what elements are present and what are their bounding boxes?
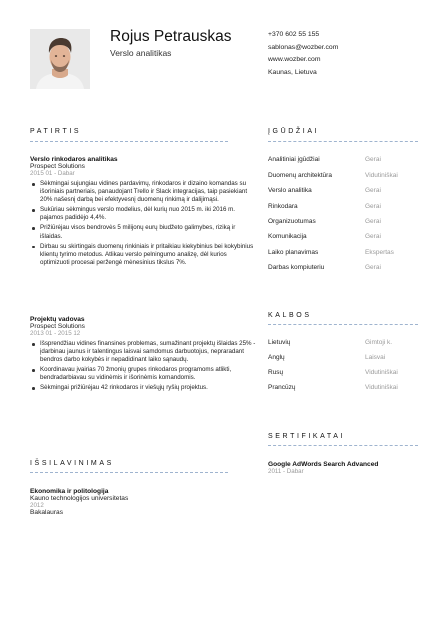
skill-level: Gerai bbox=[365, 187, 381, 194]
skill-level: Gerai bbox=[365, 218, 381, 225]
job-title: Projektų vadovas bbox=[30, 316, 85, 323]
skills-heading: ĮGŪDŽIAI bbox=[268, 128, 320, 135]
skill-level: Gerai bbox=[365, 233, 381, 240]
website: www.wozber.com bbox=[268, 56, 321, 63]
skill-name: Rinkodara bbox=[268, 203, 298, 210]
skill-name: Organizuotumas bbox=[268, 218, 316, 225]
skill-level: Ekspertas bbox=[365, 249, 394, 256]
skill-level: Gerai bbox=[365, 203, 381, 210]
skill-name: Analitiniai įgūdžiai bbox=[268, 156, 320, 163]
skill-name: Darbas kompiuteriu bbox=[268, 264, 325, 271]
job-1 bbox=[30, 156, 258, 269]
job-date: 2015 01 - Dabar bbox=[30, 170, 75, 177]
language-name: Anglų bbox=[268, 354, 285, 361]
list-item: Sėkmingai prižiūrėjau 42 rinkodaros ir viešųjų ryšių projektus. bbox=[40, 384, 258, 392]
list-item: Dirbau su skirtingais duomenų rinkiniais ir pritaikiau kiekybinius bei kokybinius klientų tyrimo metodus. Atlikau verslo pelningumo analizę, dėl kurios optimizuoti procesai peržengė mėnesinius tikslus 7%. bbox=[40, 243, 258, 267]
languages-divider bbox=[268, 324, 418, 325]
contact-block bbox=[268, 29, 338, 79]
certificates-divider bbox=[268, 445, 418, 446]
candidate-title: Verslo analitikas bbox=[110, 48, 172, 58]
list-item: Koordinavau įvairias 70 žmonių grupes rinkodaros programoms atlikti, bendradarbiavau su vidinėmis ir išorinėmis komandomis. bbox=[40, 366, 258, 382]
education-divider bbox=[30, 472, 228, 473]
experience-divider bbox=[30, 141, 228, 142]
list-item: Prižiūrėjau visos bendrovės 5 milijonų eurų biudžeto galimybes, riziką ir išlaidas. bbox=[40, 224, 258, 240]
job-date: 2013 01 - 2015 12 bbox=[30, 330, 81, 337]
job-title: Verslo rinkodaros analitikas bbox=[30, 156, 118, 163]
avatar-portrait bbox=[30, 29, 90, 89]
job-company: Prospect Solutions bbox=[30, 323, 85, 330]
language-name: Rusų bbox=[268, 369, 284, 376]
job-2 bbox=[30, 316, 258, 395]
language-level: Laisvai bbox=[365, 354, 386, 361]
language-level: Gimtoji k. bbox=[365, 339, 393, 346]
language-level: Vidutiniškai bbox=[365, 384, 398, 391]
education-year: 2012 bbox=[30, 502, 44, 509]
education-entry bbox=[30, 488, 128, 516]
certificate-date: 2011 - Dabar bbox=[268, 468, 304, 475]
email: sablonas@wozber.com bbox=[268, 43, 339, 51]
skill-level: Gerai bbox=[365, 156, 381, 163]
language-name: Lietuvių bbox=[268, 339, 291, 346]
skill-name: Komunikacija bbox=[268, 233, 307, 240]
education-school: Kauno technologijos universitetas bbox=[30, 495, 129, 502]
skill-level: Vidutiniškai bbox=[365, 172, 398, 179]
phone: +370 602 55 155 bbox=[268, 31, 320, 38]
certificate-entry bbox=[268, 461, 378, 475]
education-heading: IŠSILAVINIMAS bbox=[30, 460, 114, 467]
job-company: Prospect Solutions bbox=[30, 163, 85, 170]
profile-photo bbox=[30, 29, 90, 89]
experience-heading: PATIRTIS bbox=[30, 128, 82, 135]
skills-divider bbox=[268, 141, 418, 142]
skill-name: Verslo analitika bbox=[268, 187, 312, 194]
language-level: Vidutiniškai bbox=[365, 369, 398, 376]
languages-heading: KALBOS bbox=[268, 312, 312, 319]
education-field: Ekonomika ir politologija bbox=[30, 488, 109, 495]
education-degree: Bakalauras bbox=[30, 509, 63, 516]
skill-name: Duomenų architektūra bbox=[268, 172, 332, 179]
candidate-name: Rojus Petrauskas bbox=[110, 28, 232, 45]
skill-name: Laiko planavimas bbox=[268, 249, 319, 256]
list-item: Sukūriau sėkmingus verslo modelius, dėl kurių nuo 2015 m. iki 2016 m. pajamos padidėjo 4,4%. bbox=[40, 206, 258, 222]
certificates-heading: SERTIFIKATAI bbox=[268, 433, 346, 440]
skill-level: Gerai bbox=[365, 264, 381, 271]
certificate-title: Google AdWords Search Advanced bbox=[268, 461, 379, 468]
job-bullets bbox=[30, 340, 258, 393]
list-item: Sėkmingai sujungiau vidines pardavimų, rinkodaros ir dizaino komandas su išoriniais partneriais, panaudojant Trello ir Slack integracijas, taip pasiekiant 20% našesnį darbą bei efektyvesnį duomenų rinkimą ir dalijimąsi. bbox=[40, 180, 258, 204]
list-item: Išsprendžiau vidines finansines problemas, sumažinant projektų išlaidas 25% - įdarbinau jaunus ir talentingus laisvai samdomus darbuotojus, nepraradant bendros darbo kokybės ir nepadidinant laiko sąnaudų. bbox=[40, 340, 258, 364]
location: Kaunas, Lietuva bbox=[268, 68, 317, 76]
language-name: Prancūzų bbox=[268, 384, 296, 391]
job-bullets bbox=[30, 180, 258, 267]
